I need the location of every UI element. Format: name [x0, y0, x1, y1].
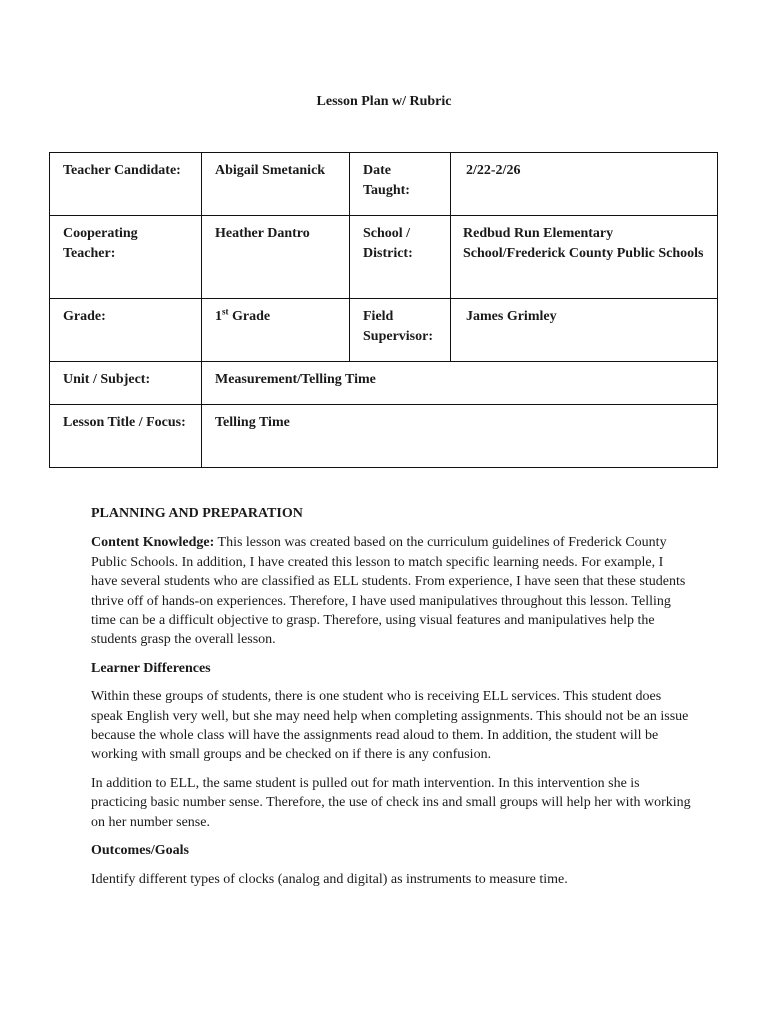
- field-supervisor-label: Field Supervisor:: [350, 299, 451, 362]
- date-taught-value: 2/22-2/26: [451, 153, 718, 216]
- teacher-candidate-label: Teacher Candidate:: [50, 153, 202, 216]
- school-district-value: Redbud Run Elementary School/Frederick County Public Schools: [451, 216, 718, 299]
- lesson-info-table: [49, 152, 718, 468]
- unit-subject-value: Measurement/Telling Time: [202, 362, 718, 405]
- table-row: [50, 216, 718, 299]
- grade-number: 1: [215, 309, 222, 324]
- cooperating-teacher-label: Cooperating Teacher:: [50, 216, 202, 299]
- content-knowledge-text: This lesson was created based on the curriculum guidelines of Frederick County Public Schools. In addition, I have created this lesson to match specific learning needs. For example, I have several students who are classified as ELL students. From experience, I have seen that these students thrive off of hands-on experiences. Therefore, I have used manipulatives throughout this lesson. Telling time can be a difficult objective to grasp. Therefore, using visual features and manipulatives help the students grasp the overall lesson.: [91, 535, 686, 648]
- grade-suffix: st: [222, 306, 229, 317]
- lesson-title-label: Lesson Title / Focus:: [50, 405, 202, 468]
- date-taught-label: Date Taught:: [350, 153, 451, 216]
- outcomes-heading: Outcomes/Goals: [91, 843, 189, 859]
- page-title: Lesson Plan w/ Rubric: [316, 94, 452, 109]
- table-row: [50, 299, 718, 362]
- grade-value: [202, 299, 350, 362]
- content-knowledge-label: Content Knowledge:: [91, 535, 215, 551]
- field-supervisor-value: James Grimley: [451, 299, 718, 362]
- table-row: [50, 362, 718, 405]
- school-district-label: School / District:: [350, 216, 451, 299]
- grade-label: Grade:: [50, 299, 202, 362]
- outcomes-paragraph: Identify different types of clocks (analog and digital) as instruments to measure time.: [91, 871, 568, 887]
- unit-subject-label: Unit / Subject:: [50, 362, 202, 405]
- cooperating-teacher-value: Heather Dantro: [202, 216, 350, 299]
- content-knowledge-paragraph: [91, 533, 691, 649]
- learner-differences-paragraph-1: Within these groups of students, there is one student who is receiving ELL services. This student does speak English very well, but she may need help when completing assignments. This should not be an issue because the whole class will have the assignments read aloud to them. In addition, the student will be working with small groups and be checked on if there is any confusion.: [91, 689, 689, 763]
- teacher-candidate-value: Abigail Smetanick: [202, 153, 350, 216]
- lesson-title-value: Telling Time: [202, 405, 718, 468]
- planning-heading: PLANNING AND PREPARATION: [91, 506, 303, 521]
- table-row: [50, 405, 718, 468]
- grade-word: Grade: [228, 309, 271, 324]
- table-row: [50, 153, 718, 216]
- learner-differences-paragraph-2: In addition to ELL, the same student is pulled out for math intervention. In this intervention she is practicing basic number sense. Therefore, the use of check ins and small groups will help her with working on her number sense.: [91, 775, 691, 830]
- planning-section: [91, 504, 691, 898]
- learner-differences-heading: Learner Differences: [91, 660, 211, 676]
